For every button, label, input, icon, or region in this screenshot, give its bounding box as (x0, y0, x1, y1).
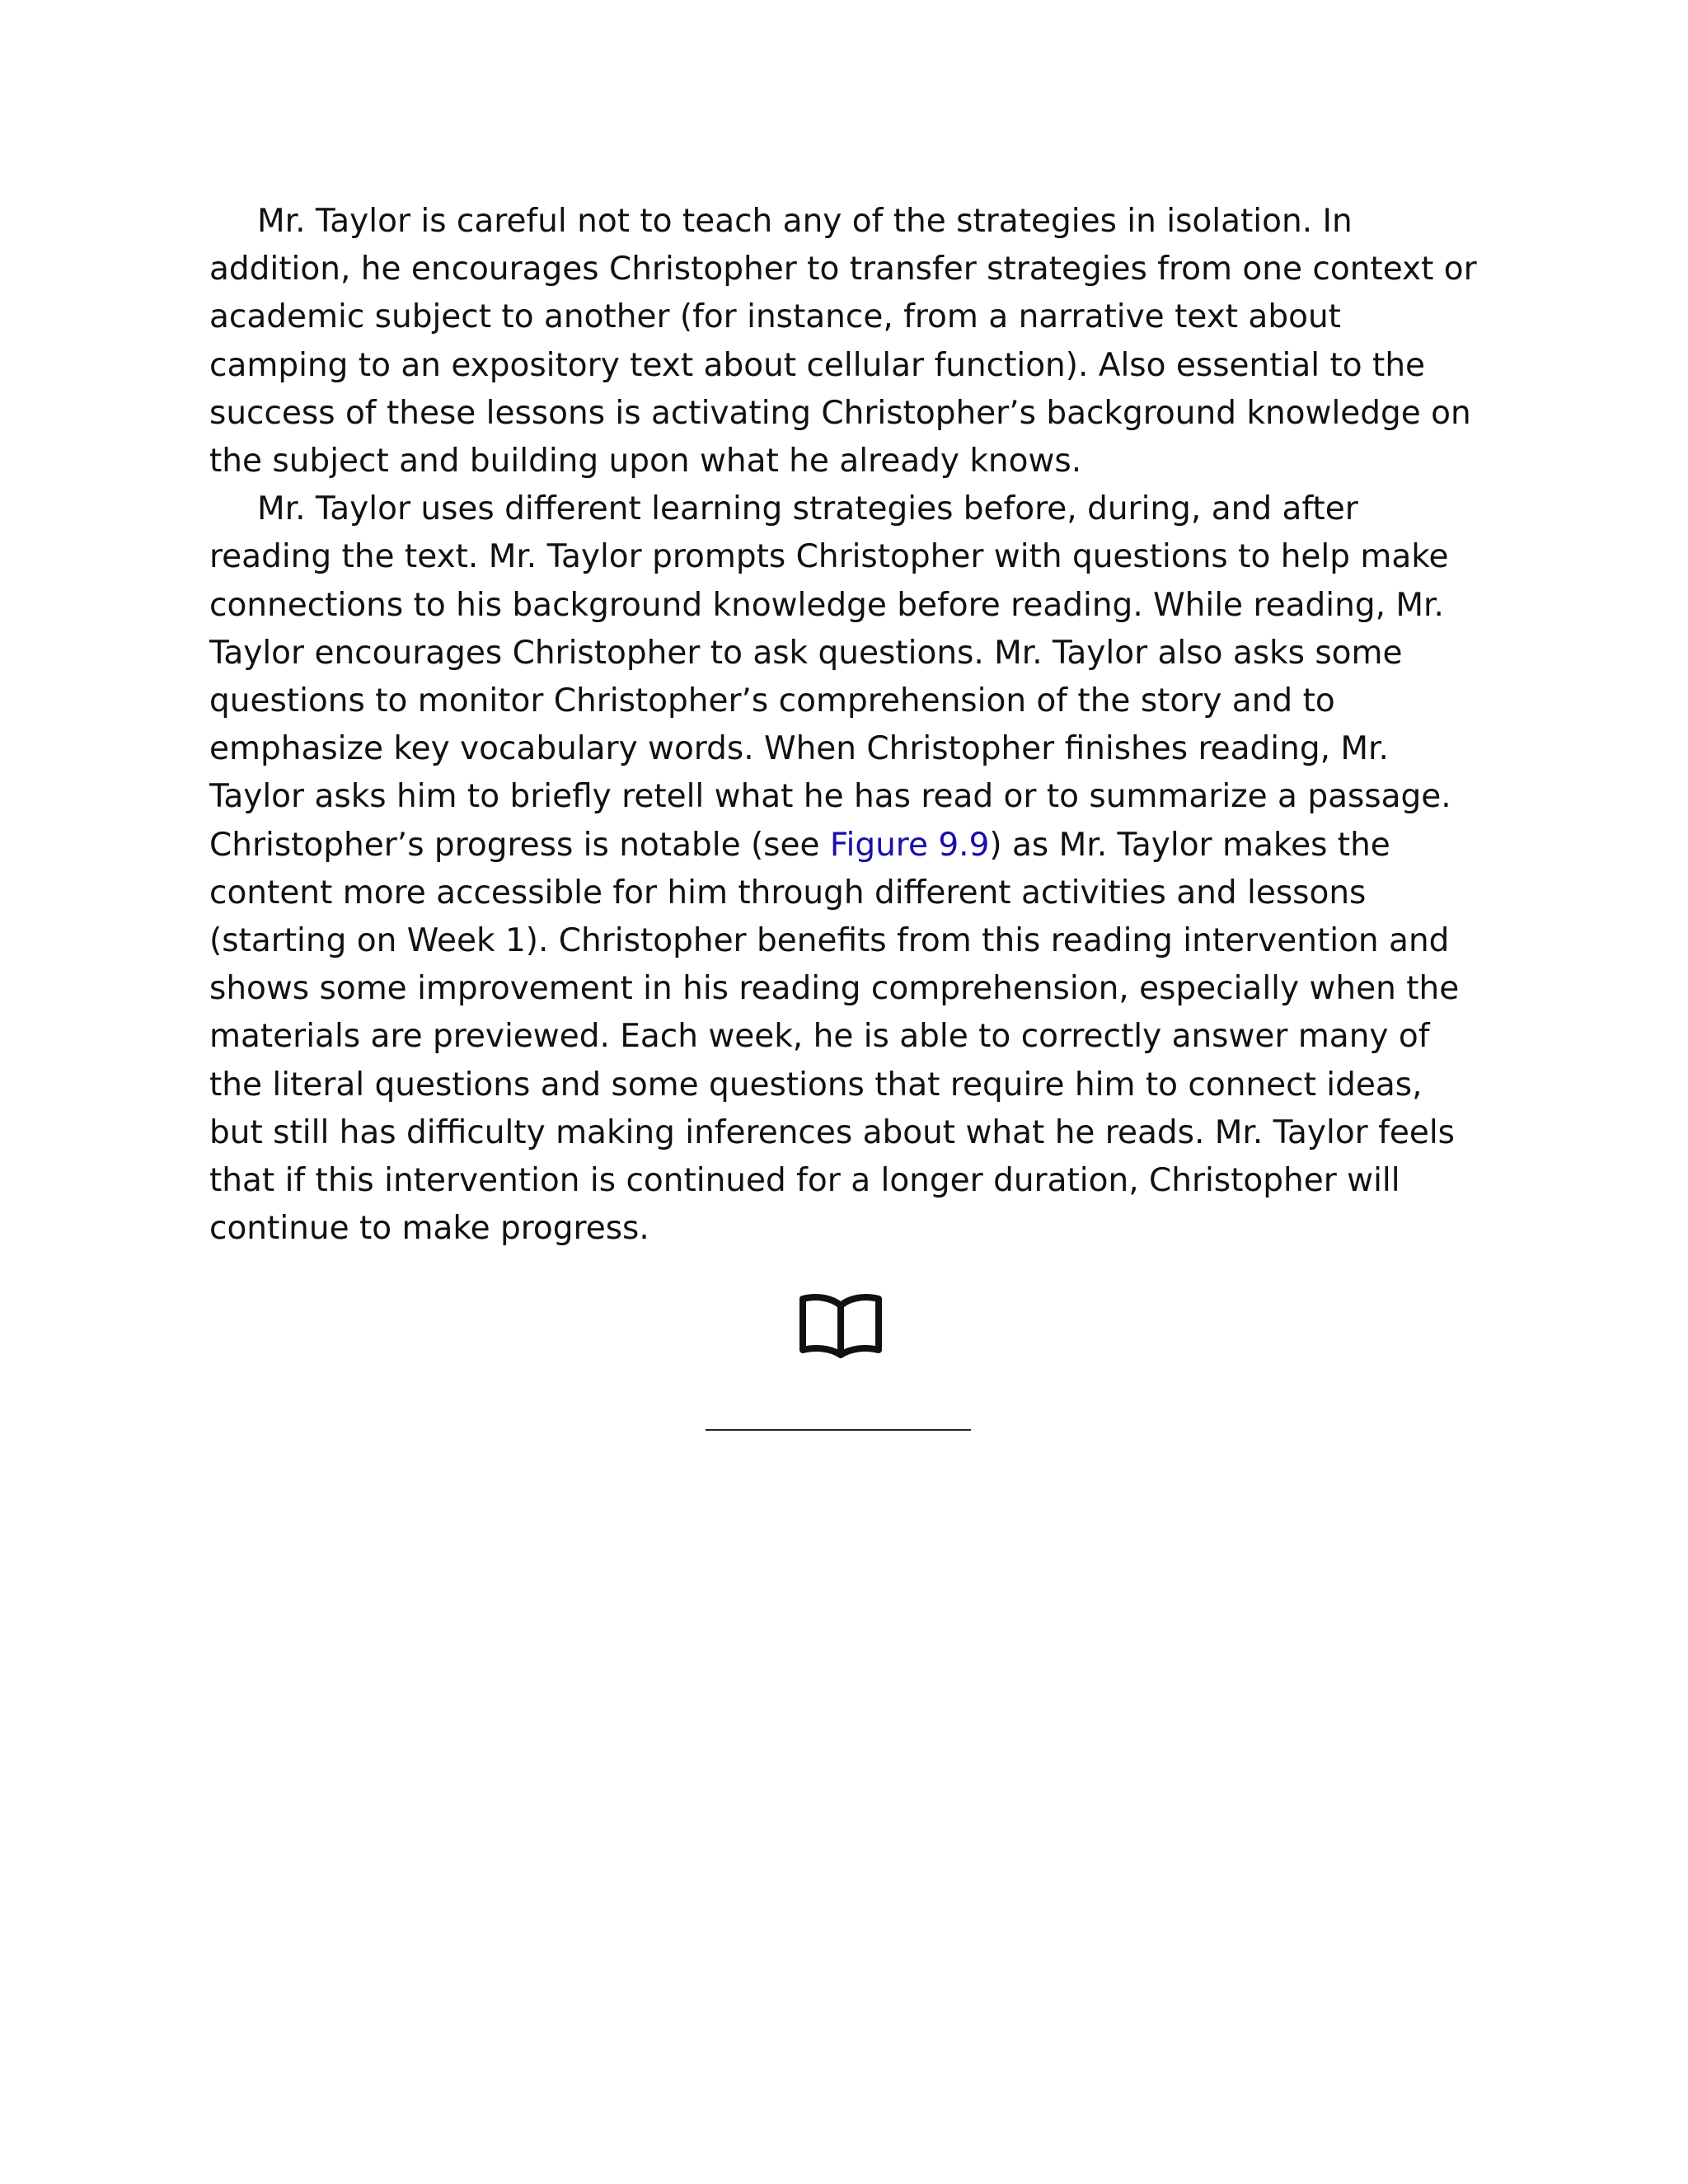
body-text (209, 198, 1479, 1253)
paragraph-text-after-link: ) as Mr. Taylor makes the content more accessible for him through different activities and lessons (starting on Week 1). Christopher benefits from this reading intervention and shows some improvement in his reading comprehension, especially when the materials are previewed. Each week, he is able to correctly answer many of the literal questions and some questions that require him to connect ideas, but still has difficulty making inferences about what he reads. Mr. Taylor feels that if this intervention is continued for a longer duration, Christopher will continue to make progress. (209, 826, 1460, 1248)
open-book-icon (798, 1292, 884, 1360)
paragraph-strategies-isolation: Mr. Taylor is careful not to teach any of the strategies in isolation. In addition, he encourages Christopher to transfer strategies from one context or academic subject to another (for instance, from a narrative text about camping to an expository text about cellular function). Also essential to the success of these lessons is activating Christopher’s background knowledge on the subject and building upon what he already knows. (209, 203, 1477, 480)
paragraph-learning-strategies (209, 485, 1479, 1253)
paragraph-text-before-link: Mr. Taylor uses different learning strategies before, during, and after reading the text. Mr. Taylor prompts Christopher with questions to help make connections to his background knowledge before reading. While reading, Mr. Taylor encourages Christopher to ask questions. Mr. Taylor also asks some questions to monitor Christopher’s comprehension of the story and to emphasize key vocabulary words. When Christopher finishes reading, Mr. Taylor asks him to briefly retell what he has read or to summarize a passage. Christopher’s progress is notable (see (209, 490, 1451, 864)
section-divider (706, 1429, 971, 1431)
figure-9-9-link[interactable]: Figure 9.9 (829, 826, 990, 864)
